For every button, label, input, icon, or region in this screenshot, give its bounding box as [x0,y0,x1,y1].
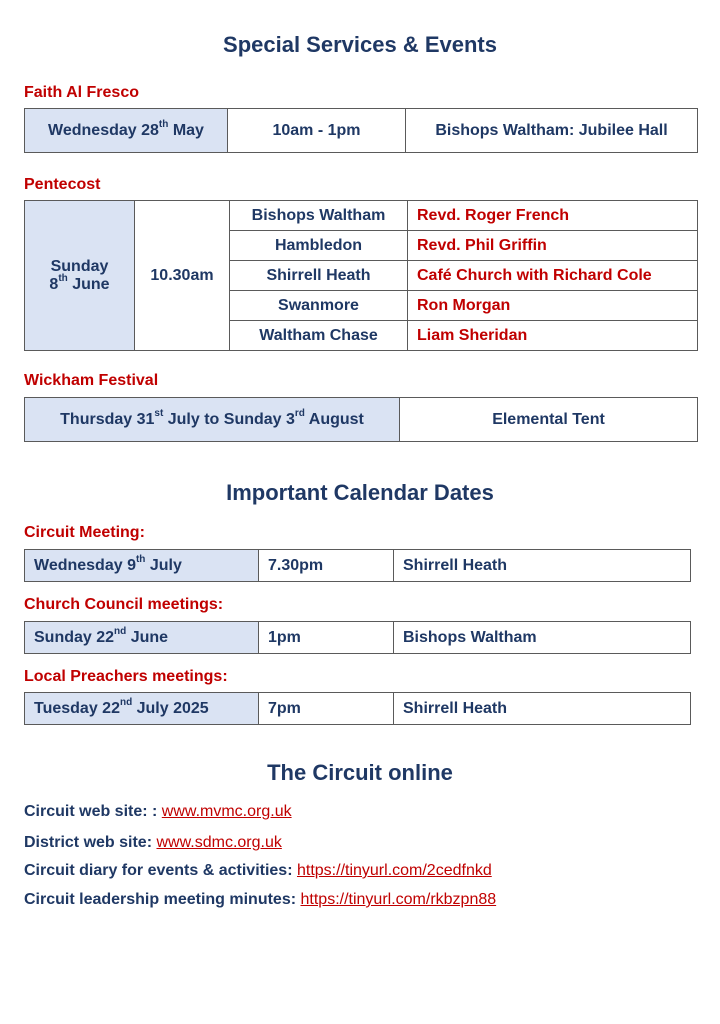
wickham-place: Elemental Tent [400,398,698,442]
circuit-meeting-heading: Circuit Meeting: [24,524,145,541]
circuit-meeting-date-end: July [145,556,182,574]
church-council-heading: Church Council meetings: [24,596,224,613]
wickham-date-b: July to Sunday 3 [163,410,295,428]
wickham-date-cell [25,398,400,442]
circuit-website-link[interactable]: www.mvmc.org.uk [161,803,292,820]
circuit-meeting-date-sup: th [135,554,146,566]
pentecost-place-1: Bishops Waltham [230,201,408,231]
district-website-link[interactable]: www.sdmc.org.uk [156,834,282,851]
church-council-date-end: June [126,628,169,646]
pentecost-place-2: Hambledon [230,231,408,261]
circuit-website-label: Circuit web site: : [24,803,162,820]
faith-month: May [168,121,204,139]
circuit-meeting-place: Shirrell Heath [394,550,691,582]
district-website-line [24,834,282,852]
circuit-diary-line [24,862,492,880]
local-preachers-date-sup: nd [119,697,133,709]
pentecost-leader-2: Revd. Phil Griffin [408,231,698,261]
leadership-minutes-link[interactable]: https://tinyurl.com/rkbzpn88 [300,891,497,908]
pentecost-leader-1: Revd. Roger French [408,201,698,231]
church-council-date-sup: nd [114,626,127,638]
wickham-date-a: Thursday 31 [60,410,155,428]
faith-al-fresco-heading: Faith Al Fresco [24,84,139,101]
circuit-diary-label: Circuit diary for events & activities: [24,862,297,879]
pentecost-date [25,273,134,294]
pentecost-date-num: 8 [49,275,59,293]
pentecost-table [24,200,698,351]
wickham-festival-table [24,397,698,442]
wickham-festival-heading: Wickham Festival [24,372,159,389]
local-preachers-table [24,692,691,725]
special-services-title: Special Services & Events [223,32,497,57]
pentecost-leader-5: Liam Sheridan [408,321,698,351]
faith-al-fresco-table [24,108,698,153]
calendar-title: Important Calendar Dates [226,480,494,505]
pentecost-place-3: Shirrell Heath [230,261,408,291]
pentecost-place-5: Waltham Chase [230,321,408,351]
pentecost-time: 10.30am [135,201,230,351]
church-council-time: 1pm [259,622,394,654]
wickham-sup-a: st [154,408,164,420]
pentecost-heading: Pentecost [24,176,101,193]
faith-date-sup: th [158,119,169,131]
leadership-minutes-line [24,891,496,909]
local-preachers-heading: Local Preachers meetings: [24,668,228,685]
pentecost-leader-4: Ron Morgan [408,291,698,321]
circuit-website-line [24,803,292,821]
pentecost-date-sup: th [58,273,68,285]
pentecost-month: June [67,275,110,293]
circuit-diary-link[interactable]: https://tinyurl.com/2cedfnkd [296,862,492,879]
faith-place: Bishops Waltham: Jubilee Hall [406,109,698,153]
local-preachers-date-text: Tuesday 22 [34,699,120,717]
circuit-meeting-date [25,550,259,582]
church-council-date-text: Sunday 22 [34,628,115,646]
church-council-date [25,622,259,654]
pentecost-day: Sunday [50,257,109,275]
pentecost-date-cell [25,201,135,351]
local-preachers-time: 7pm [259,693,394,725]
faith-time: 10am - 1pm [228,109,406,153]
local-preachers-date [25,693,259,725]
district-website-label: District web site: [24,834,157,851]
leadership-minutes-label: Circuit leadership meeting minutes: [24,891,301,908]
pentecost-leader-3: Café Church with Richard Cole [408,261,698,291]
church-council-table [24,621,691,654]
church-council-place: Bishops Waltham [394,622,691,654]
local-preachers-date-end: July 2025 [132,699,209,717]
wickham-date-c: August [304,410,364,428]
circuit-meeting-table [24,549,691,582]
local-preachers-place: Shirrell Heath [394,693,691,725]
faith-date-cell [25,109,228,153]
wickham-sup-b: rd [294,408,305,420]
circuit-meeting-time: 7.30pm [259,550,394,582]
circuit-online-title: The Circuit online [267,760,453,785]
faith-date: Wednesday 28 [48,121,159,139]
pentecost-place-4: Swanmore [230,291,408,321]
circuit-meeting-date-text: Wednesday 9 [34,556,136,574]
